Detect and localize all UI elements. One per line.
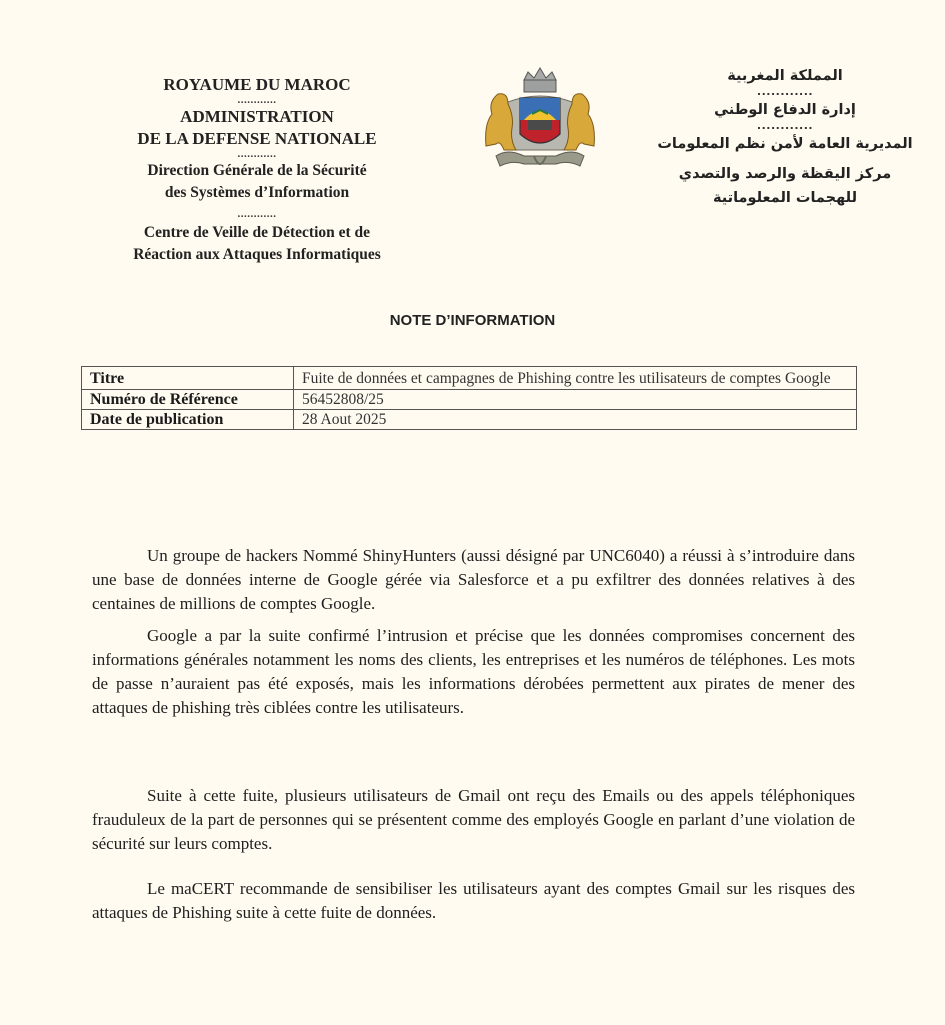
document-title: NOTE D’INFORMATION [389,312,556,329]
paragraph-2 [92,624,855,720]
table-row-title [82,367,857,390]
administration-line2: DE LA DEFENSE NATIONALE [137,129,377,148]
row-value: 56452808/25 [294,390,857,410]
separator-dots: ............ [756,85,814,98]
paragraph-3 [92,784,855,856]
separator-dots: ............ [237,94,277,106]
header-right-arabic [640,64,930,210]
row-label: Date de publication [82,410,294,430]
separator-dots: ............ [756,119,814,132]
kingdom-name: ROYAUME DU MAROC [163,75,351,94]
directorate-line1: Direction Générale de la Sécurité [147,162,367,179]
table-row-reference [82,390,857,410]
center-line2-arabic: للهجمات المعلوماتية [712,190,858,206]
paragraph-4 [92,877,855,925]
header-left-french [92,74,422,266]
center-line1-arabic: مركز اليقظة والرصد والتصدي [678,166,892,182]
center-line1: Centre de Veille de Détection et de [143,224,371,241]
paragraph-text: Suite à cette fuite, plusieurs utilisateurs de Gmail ont reçu des Emails ou des appels téléphoniques frauduleux de la part de personnes qui se présentent comme des employés Google en parlant d’une violation de sécurité sur leurs comptes. [92,786,855,853]
directorate-line2: des Systèmes d’Information [164,184,350,201]
metadata-table [81,366,857,430]
kingdom-name-arabic: المملكة المغربية [727,68,843,84]
table-row-date [82,410,857,430]
administration-arabic: إدارة الدفاع الوطني [714,102,856,118]
paragraph-1 [92,544,855,616]
row-value: 28 Aout 2025 [294,410,857,430]
administration-line1: ADMINISTRATION [180,107,334,126]
directorate-arabic: المديرية العامة لأمن نظم المعلومات [657,136,913,152]
separator-dots: ............ [237,148,277,160]
row-label: Titre [82,367,294,390]
paragraph-text: Google a par la suite confirmé l’intrusion et précise que les données compromises concernent des informations générales notamment les noms des clients, les entreprises et les numéros de téléphones. Les mots de passe n’auraient pas été exposés, mais les informations dérobées permettent aux pirates de mener des attaques de phishing très ciblées contre les utilisateurs. [92,626,855,717]
paragraph-text: Le maCERT recommande de sensibiliser les utilisateurs ayant des comptes Gmail sur les risques des attaques de Phishing suite à cette fuite de données. [92,879,855,922]
row-value: Fuite de données et campagnes de Phishing contre les utilisateurs de comptes Google [294,367,857,390]
paragraph-text: Un groupe de hackers Nommé ShinyHunters (aussi désigné par UNC6040) a réussi à s’introduire dans une base de données interne de Google gérée via Salesforce et a pu exfiltrer des données relatives à des centaines de millions de comptes Google. [92,546,855,613]
separator-dots: ............ [237,208,277,220]
coat-of-arms-icon [478,64,602,176]
center-line2: Réaction aux Attaques Informatiques [133,246,381,263]
row-label: Numéro de Référence [82,390,294,410]
